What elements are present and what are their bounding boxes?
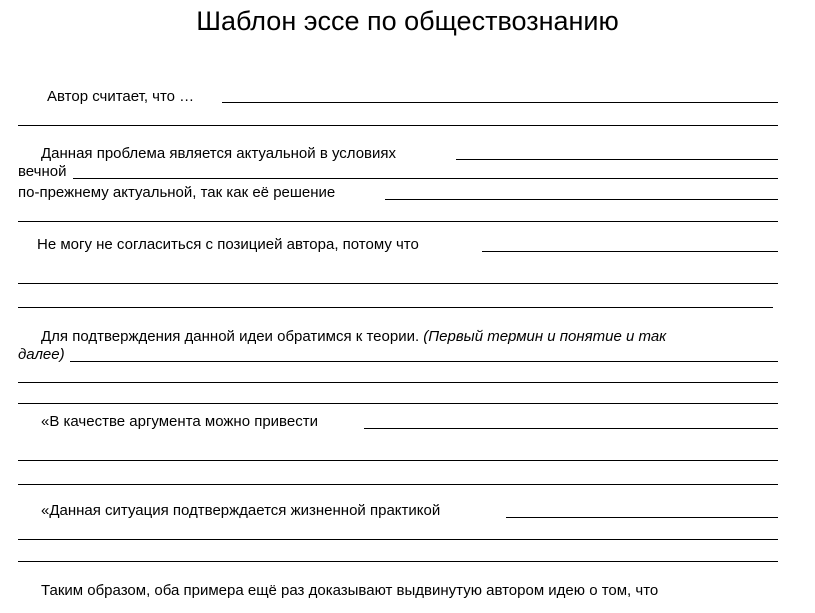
argument-blank-2[interactable] (18, 460, 778, 461)
theory-blank-3[interactable] (18, 403, 778, 404)
author-thinks-blank[interactable] (222, 102, 778, 103)
theory-blank-2[interactable] (18, 382, 778, 383)
agree-blank-3[interactable] (18, 307, 773, 308)
theory-hint: (Первый термин и понятие и так (423, 328, 667, 345)
practice-blank[interactable] (506, 517, 778, 518)
page-title: Шаблон эссе по обществознанию (196, 6, 619, 36)
argument-blank[interactable] (364, 428, 778, 429)
still-actual-blank[interactable] (385, 199, 778, 200)
author-thinks-blank-2[interactable] (18, 125, 778, 126)
eternal-blank[interactable] (73, 178, 778, 179)
argument-label: «В качестве аргумента можно привести (41, 413, 318, 430)
conclusion-label: Таким образом, оба примера ещё раз доказывают выдвинутую автором идею о том, что (41, 582, 659, 599)
practice-blank-3[interactable] (18, 561, 778, 562)
theory-line (41, 328, 666, 345)
argument-blank-3[interactable] (18, 484, 778, 485)
theory-blank[interactable] (70, 361, 778, 362)
author-thinks-label: Автор считает, что … (47, 88, 195, 105)
agree-blank-2[interactable] (18, 283, 778, 284)
still-actual-label: по-прежнему актуальной, так как её решение (18, 184, 336, 201)
theory-hint-continued: далее) (18, 346, 65, 363)
practice-label: «Данная ситуация подтверждается жизненной практикой (41, 502, 441, 519)
theory-label: Для подтверждения данной идеи обратимся к теории. (41, 328, 420, 345)
eternal-label: вечной (18, 163, 67, 180)
agree-blank[interactable] (482, 251, 778, 252)
practice-blank-2[interactable] (18, 539, 778, 540)
problem-blank-extra[interactable] (18, 221, 778, 222)
agree-label: Не могу не согласиться с позицией автора, потому что (37, 236, 419, 253)
problem-actual-label: Данная проблема является актуальной в условиях (41, 145, 397, 162)
problem-actual-blank[interactable] (456, 159, 778, 160)
